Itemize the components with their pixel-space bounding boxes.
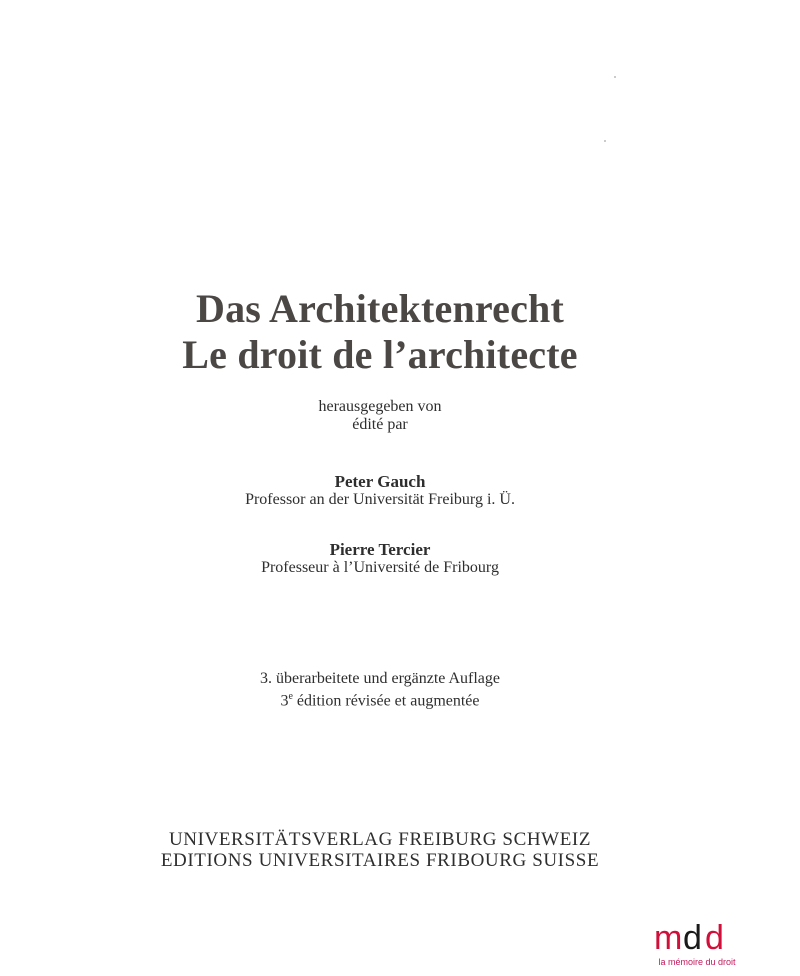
speck [604, 140, 606, 142]
editor-affiliation: Professor an der Universität Freiburg i. Ü. [245, 491, 515, 508]
editor-1 [0, 472, 760, 509]
edition-superscript: e [288, 691, 293, 702]
edition-fr [0, 688, 760, 710]
svg-text:m: m [654, 920, 681, 956]
edited-by [0, 398, 760, 434]
publisher-de: UNIVERSITÄTSVERLAG FREIBURG SCHWEIZ [168, 829, 592, 850]
logo-tagline: la mémoire du droit [658, 957, 736, 967]
speck [614, 76, 616, 78]
mdd-logo-mark [654, 920, 740, 956]
publisher-fr: EDITIONS UNIVERSITAIRES FRIBOURG SUISSE [160, 850, 600, 871]
edition-number: 3 [280, 692, 289, 710]
svg-text:d: d [705, 920, 722, 956]
edition-statement [0, 670, 760, 710]
edition-fr-text: édition révisée et augmentée [292, 692, 480, 710]
book-title [0, 286, 760, 378]
edited-by-de: herausgegeben von [318, 398, 442, 415]
book-title-de: Das Architektenrecht [195, 286, 565, 331]
editor-name: Pierre Tercier [329, 540, 431, 559]
editor-name: Peter Gauch [334, 472, 426, 491]
editor-2 [0, 540, 760, 577]
edition-de: 3. überarbeitete und ergänzte Auflage [259, 670, 501, 687]
publisher [0, 829, 760, 871]
edited-by-fr: édité par [352, 416, 408, 433]
mdd-logo [652, 920, 742, 974]
svg-text:d: d [683, 920, 700, 956]
book-title-fr: Le droit de l’architecte [182, 332, 578, 377]
editor-affiliation: Professeur à l’Université de Fribourg [261, 559, 499, 576]
